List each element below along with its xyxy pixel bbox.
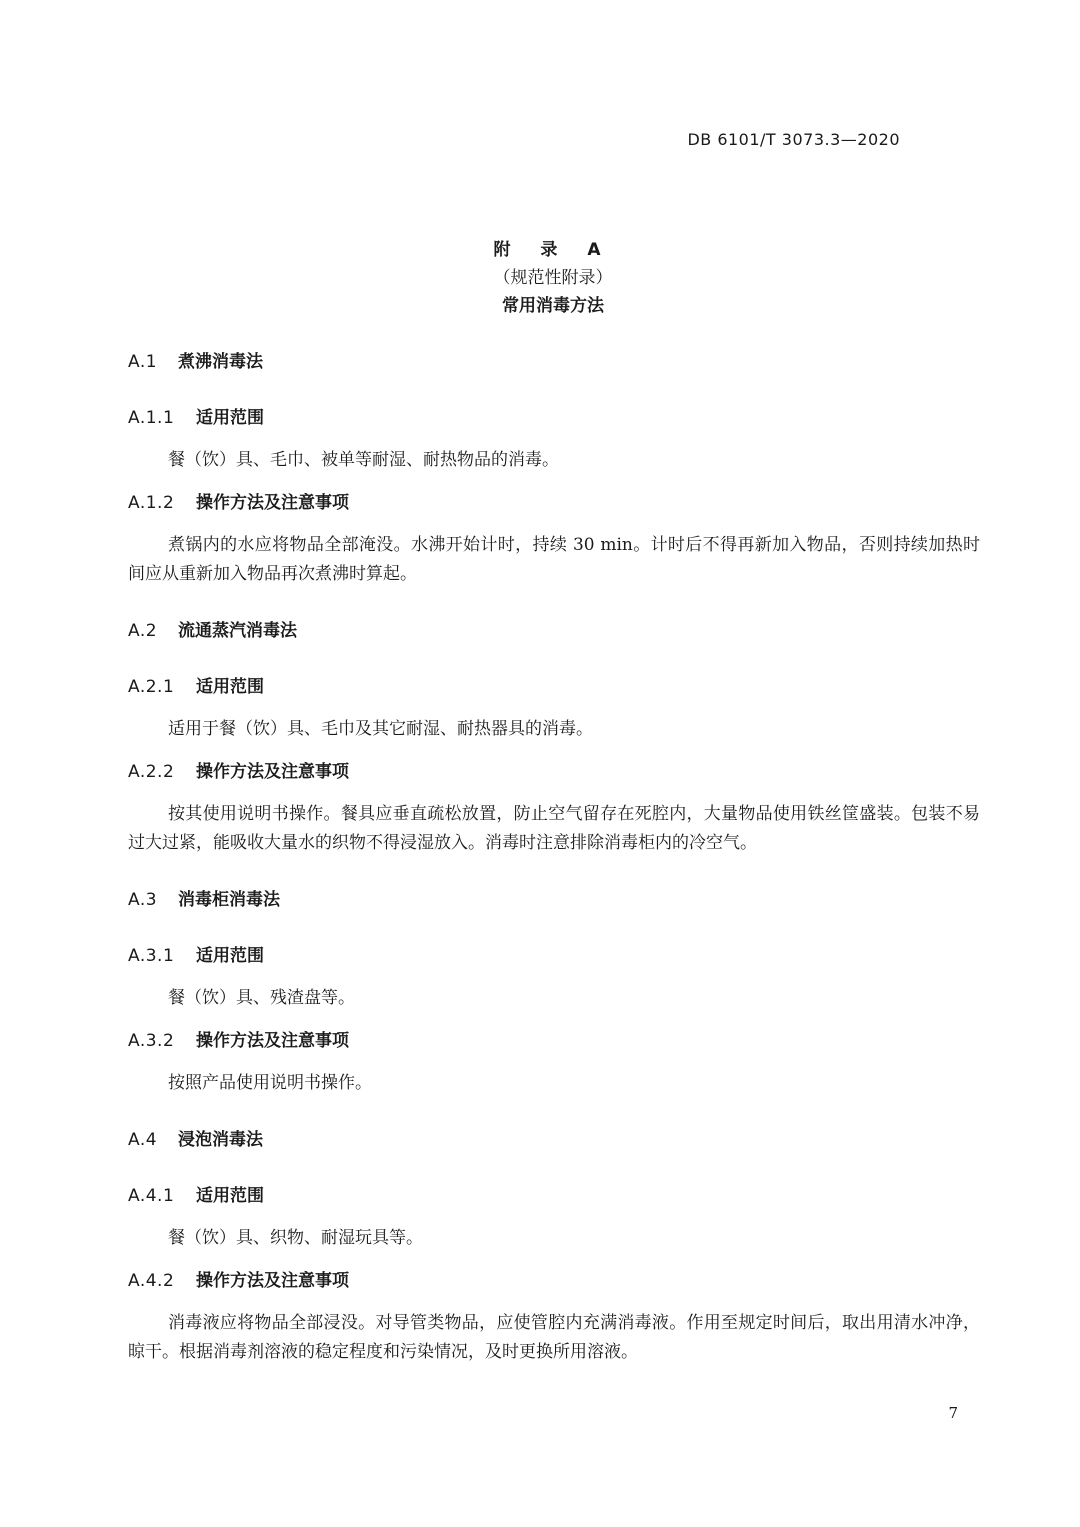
section-number: A.3	[128, 890, 158, 910]
subsection-title: 适用范围	[196, 946, 264, 966]
page-number: 7	[948, 1404, 958, 1422]
subsection-heading-a1-2	[128, 491, 349, 515]
paragraph-a2-2: 按其使用说明书操作。餐具应垂直疏松放置，防止空气留存在死腔内，大量物品使用铁丝筐盛装。包装不易过大过紧，能吸收大量水的织物不得浸湿放入。消毒时注意排除消毒柜内的冷空气。	[128, 804, 980, 853]
subsection-title: 适用范围	[196, 677, 264, 697]
subsection-heading-a3-1	[128, 944, 264, 968]
section-number: A.1	[128, 352, 158, 372]
subsection-number: A.2.1	[128, 677, 175, 697]
section-number: A.2	[128, 621, 158, 641]
section-number: A.4	[128, 1130, 158, 1150]
document-number: DB 6101/T 3073.3—2020	[687, 130, 900, 149]
subsection-number: A.2.2	[128, 762, 175, 782]
subsection-number: A.3.2	[128, 1031, 175, 1051]
paragraph-a4-1: 餐（饮）具、织物、耐湿玩具等。	[168, 1228, 423, 1248]
paragraph-a4-2: 消毒液应将物品全部浸没。对导管类物品，应使管腔内充满消毒液。作用至规定时间后，取出用清水冲净，晾干。根据消毒剂溶液的稳定程度和污染情况，及时更换所用溶液。	[128, 1313, 980, 1362]
appendix-title: 附 录 A	[493, 240, 613, 260]
subsection-heading-a2-1	[128, 675, 264, 699]
subsection-title: 操作方法及注意事项	[196, 493, 349, 513]
appendix-type: （规范性附录）	[493, 268, 613, 288]
subsection-heading-a3-2	[128, 1029, 349, 1053]
subsection-number: A.1.1	[128, 408, 175, 428]
paragraph-a3-2: 按照产品使用说明书操作。	[168, 1073, 372, 1093]
section-heading-a2	[128, 619, 297, 643]
subsection-title: 操作方法及注意事项	[196, 762, 349, 782]
appendix-subject: 常用消毒方法	[502, 296, 604, 316]
section-title: 流通蒸汽消毒法	[178, 621, 297, 641]
subsection-number: A.4.1	[128, 1186, 175, 1206]
paragraph-a1-1: 餐（饮）具、毛巾、被单等耐湿、耐热物品的消毒。	[168, 450, 559, 470]
subsection-number: A.4.2	[128, 1271, 175, 1291]
section-title: 浸泡消毒法	[178, 1130, 263, 1150]
subsection-title: 适用范围	[196, 1186, 264, 1206]
subsection-title: 操作方法及注意事项	[196, 1031, 349, 1051]
subsection-heading-a2-2	[128, 760, 349, 784]
paragraph-a2-1: 适用于餐（饮）具、毛巾及其它耐湿、耐热器具的消毒。	[168, 719, 593, 739]
subsection-title: 适用范围	[196, 408, 264, 428]
paragraph-a3-1: 餐（饮）具、残渣盘等。	[168, 988, 355, 1008]
section-heading-a4	[128, 1128, 263, 1152]
appendix-heading	[0, 236, 1080, 320]
section-title: 煮沸消毒法	[178, 352, 263, 372]
subsection-heading-a4-1	[128, 1184, 264, 1208]
subsection-number: A.3.1	[128, 946, 175, 966]
subsection-number: A.1.2	[128, 493, 175, 513]
subsection-heading-a4-2	[128, 1269, 349, 1293]
subsection-heading-a1-1	[128, 406, 264, 430]
section-title: 消毒柜消毒法	[178, 890, 280, 910]
section-heading-a3	[128, 888, 280, 912]
section-heading-a1	[128, 350, 263, 374]
paragraph-a1-2: 煮锅内的水应将物品全部淹没。水沸开始计时，持续 30 min。计时后不得再新加入物品，否则持续加热时间应从重新加入物品再次煮沸时算起。	[128, 535, 980, 584]
subsection-title: 操作方法及注意事项	[196, 1271, 349, 1291]
